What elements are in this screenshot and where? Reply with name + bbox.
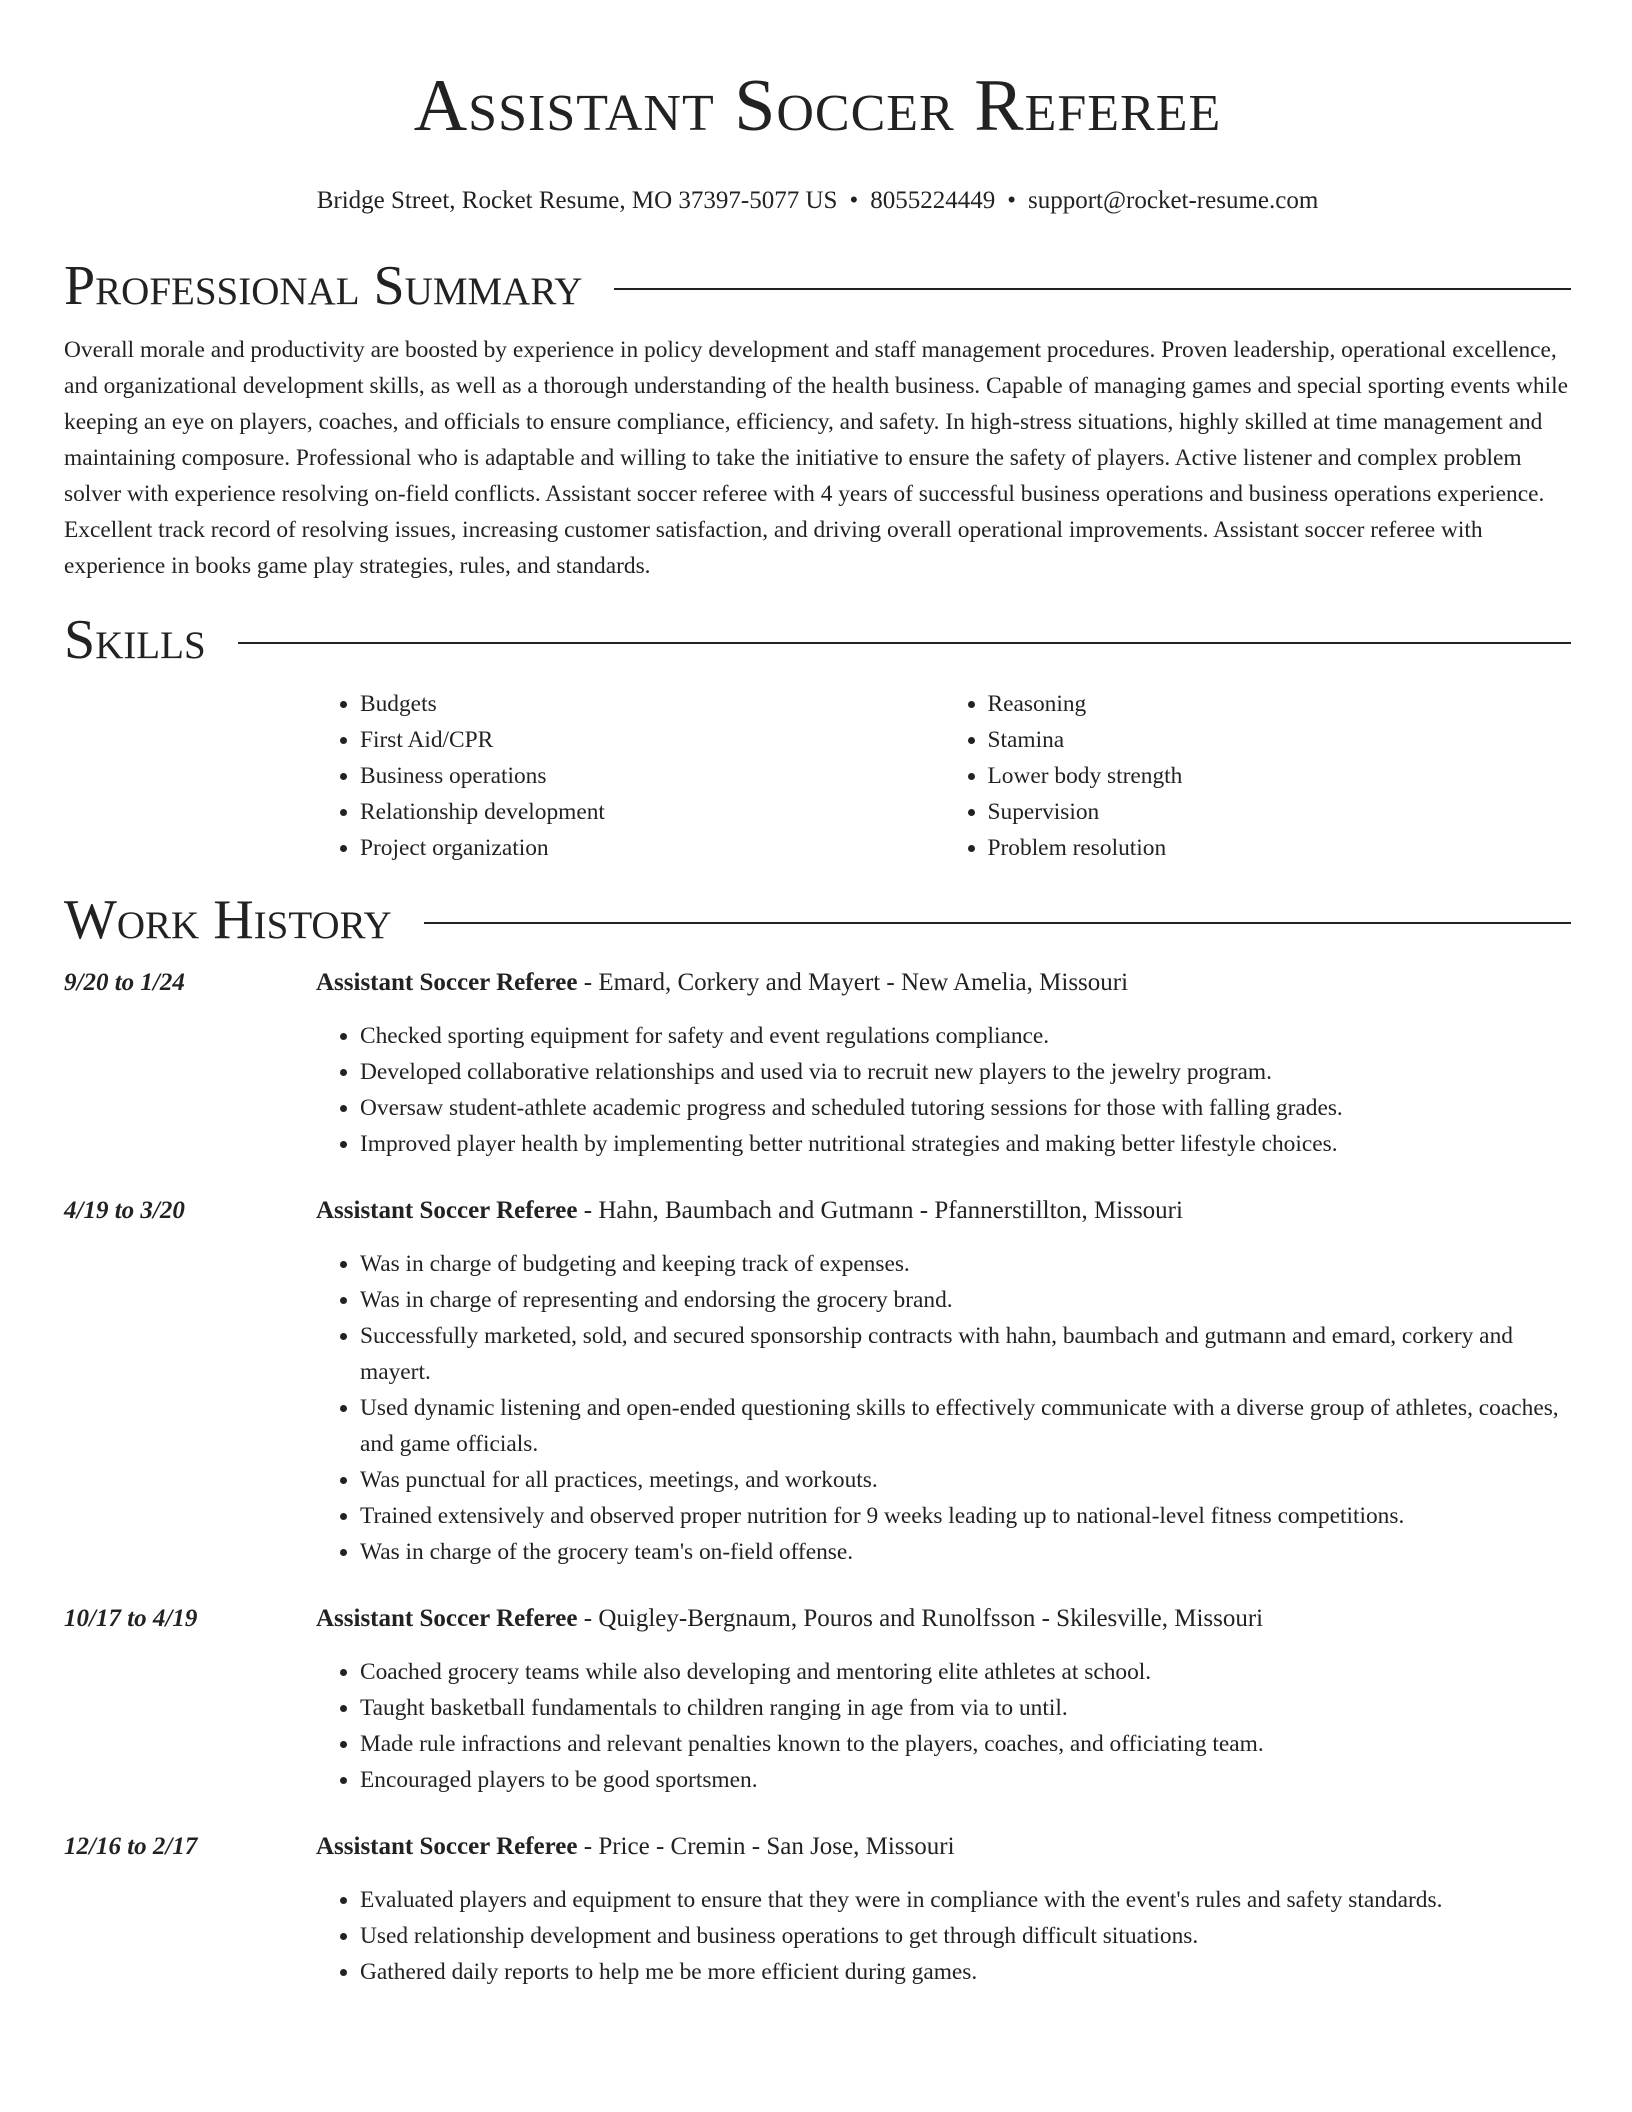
summary-heading-text: Professional Summary [64, 255, 583, 317]
skill-item: • Problem resolution [988, 830, 1572, 866]
work-history-heading-text: Work History [64, 889, 392, 951]
skill-item: • Supervision [988, 794, 1572, 830]
job-body [316, 1602, 1571, 1798]
job-entry [64, 1194, 1571, 1570]
skill-item: • Lower body strength [988, 758, 1572, 794]
resume-name: Assistant Soccer Referee [413, 65, 1222, 147]
job-body [316, 1830, 1571, 1990]
job-bullet: • Used dynamic listening and open-ended questioning skills to effectively communicate with a diverse group of athletes, coaches, and game officials. [360, 1390, 1571, 1462]
skill-item: • Relationship development [360, 794, 944, 830]
job-employer: - Emard, Corkery and Mayert - New Amelia, Missouri [577, 969, 1129, 996]
job-bullet: • Gathered daily reports to help me be more efficient during games. [360, 1954, 1571, 1990]
job-bullet: • Was in charge of budgeting and keeping track of expenses. [360, 1246, 1571, 1282]
resume-page [64, 0, 1571, 1990]
contact-address: Bridge Street, Rocket Resume, MO 37397-5077 US [316, 187, 838, 214]
section-divider [614, 288, 1571, 290]
summary-text: Overall morale and productivity are boosted by experience in policy development and staff management procedures. Proven leadership, operational excellence, and organizational development skills, as well as a thorough understanding of the health business. Capable of managing games and special sporting events while keeping an eye on players, coaches, and officials to ensure compliance, efficiency, and safety. In high-stress situations, highly skilled at time management and maintaining composure. Professional who is adaptable and willing to take the initiative to ensure the safety of players. Active listener and complex problem solver with experience resolving on-field conflicts. Assistant soccer referee with 4 years of successful business operations and business operations experience. Excellent track record of resolving issues, increasing customer satisfaction, and driving overall operational improvements. Assistant soccer referee with experience in books game play strategies, rules, and standards. [64, 337, 1569, 579]
contact-email: support@rocket-resume.com [1028, 187, 1319, 214]
job-dates: 10/17 to 4/19 [64, 1605, 198, 1632]
job-entry [64, 1830, 1571, 1990]
skill-item: • Business operations [360, 758, 944, 794]
job-title-line [316, 1602, 1571, 1636]
job-bullet: • Encouraged players to be good sportsmen. [360, 1762, 1571, 1798]
job-bullet: • Oversaw student-athlete academic progress and scheduled tutoring sessions for those with falling grades. [360, 1090, 1571, 1126]
job-title-line [316, 966, 1571, 1000]
job-employer: - Price - Cremin - San Jose, Missouri [577, 1833, 955, 1860]
job-bullet: • Evaluated players and equipment to ensure that they were in compliance with the event's rules and safety standards. [360, 1882, 1571, 1918]
job-bullets [316, 1882, 1571, 1990]
contact-separator: • [1007, 187, 1016, 214]
job-dates: 4/19 to 3/20 [64, 1197, 185, 1224]
job-bullet: • Was in charge of the grocery team's on-field offense. [360, 1534, 1571, 1570]
skills-column-left [316, 686, 944, 866]
skills-column-right [944, 686, 1572, 866]
skill-item: • Stamina [988, 722, 1572, 758]
job-title: Assistant Soccer Referee [316, 1605, 578, 1632]
job-bullet: • Checked sporting equipment for safety and event regulations compliance. [360, 1018, 1571, 1054]
job-bullets [316, 1654, 1571, 1798]
job-title-line [316, 1830, 1571, 1864]
job-bullet: • Improved player health by implementing better nutritional strategies and making better lifestyle choices. [360, 1126, 1571, 1162]
contact-line [64, 186, 1571, 216]
job-bullet: • Was punctual for all practices, meetings, and workouts. [360, 1462, 1571, 1498]
skill-item: • Budgets [360, 686, 944, 722]
job-bullet: • Trained extensively and observed proper nutrition for 9 weeks leading up to national-level fitness competitions. [360, 1498, 1571, 1534]
job-bullet: • Was in charge of representing and endorsing the grocery brand. [360, 1282, 1571, 1318]
skills-heading-text: Skills [64, 609, 206, 671]
job-bullets [316, 1018, 1571, 1162]
skill-item: • Reasoning [988, 686, 1572, 722]
contact-phone: 8055224449 [870, 187, 996, 214]
work-history-heading [64, 888, 1571, 952]
job-body [316, 1194, 1571, 1570]
skills-list [316, 686, 1571, 866]
summary-heading [64, 254, 1571, 318]
job-title: Assistant Soccer Referee [316, 969, 578, 996]
job-bullet: • Used relationship development and business operations to get through difficult situations. [360, 1918, 1571, 1954]
skill-item: • Project organization [360, 830, 944, 866]
job-bullets [316, 1246, 1571, 1570]
skill-item: • First Aid/CPR [360, 722, 944, 758]
job-title: Assistant Soccer Referee [316, 1197, 578, 1224]
job-title: Assistant Soccer Referee [316, 1833, 578, 1860]
job-bullet: • Developed collaborative relationships and used via to recruit new players to the jewelry program. [360, 1054, 1571, 1090]
job-bullet: • Made rule infractions and relevant penalties known to the players, coaches, and officiating team. [360, 1726, 1571, 1762]
job-title-line [316, 1194, 1571, 1228]
job-bullet: • Coached grocery teams while also developing and mentoring elite athletes at school. [360, 1654, 1571, 1690]
section-divider [424, 922, 1571, 924]
job-entry [64, 1602, 1571, 1798]
contact-separator: • [849, 187, 859, 214]
job-body [316, 966, 1571, 1162]
job-bullet: • Successfully marketed, sold, and secured sponsorship contracts with hahn, baumbach and gutmann and emard, corkery and mayert. [360, 1318, 1571, 1390]
job-entry [64, 966, 1571, 1162]
job-dates: 12/16 to 2/17 [64, 1833, 198, 1860]
job-dates: 9/20 to 1/24 [64, 969, 185, 996]
section-divider [238, 642, 1571, 644]
skills-heading [64, 608, 1571, 672]
job-employer: - Quigley-Bergnaum, Pouros and Runolfsson - Skilesville, Missouri [577, 1605, 1264, 1632]
job-bullet: • Taught basketball fundamentals to children ranging in age from via to until. [360, 1690, 1571, 1726]
job-employer: - Hahn, Baumbach and Gutmann - Pfannerstillton, Missouri [577, 1197, 1183, 1224]
